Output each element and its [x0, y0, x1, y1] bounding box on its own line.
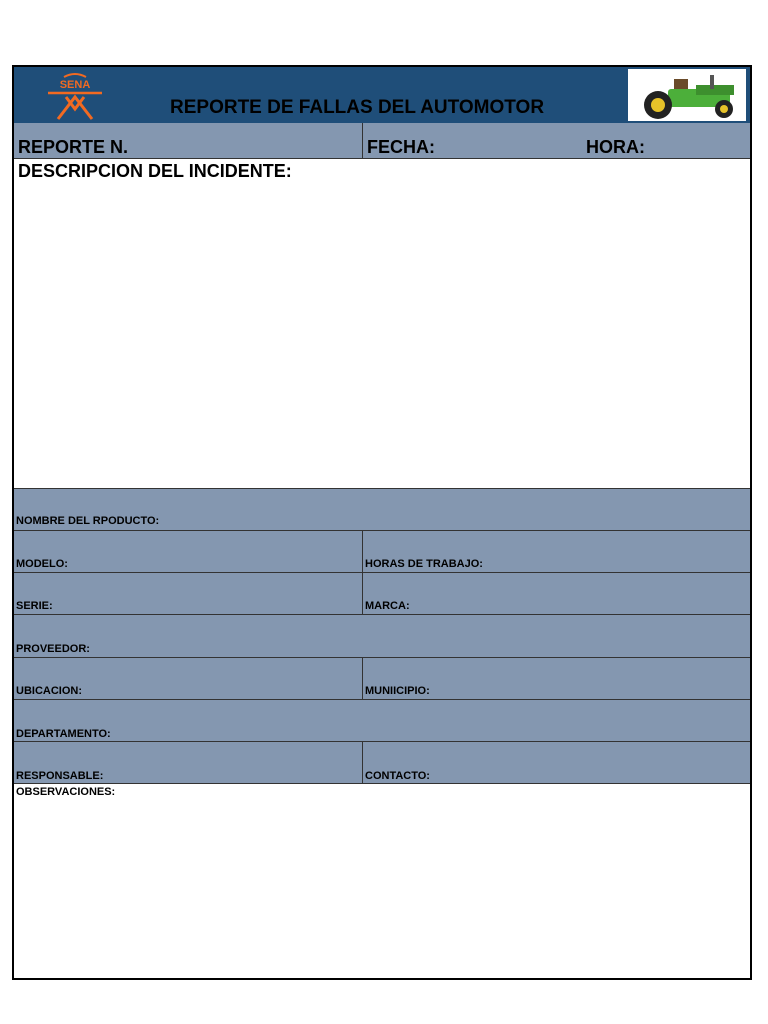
model-hours-row[interactable]	[14, 531, 750, 573]
responsible-contact-row[interactable]	[14, 742, 750, 784]
date-label: FECHA:	[367, 137, 435, 157]
supplier-row[interactable]	[14, 615, 750, 658]
department-row[interactable]	[14, 700, 750, 742]
municipality-label: MUNIICIPIO:	[365, 685, 430, 697]
supplier-label: PROVEEDOR:	[16, 643, 90, 655]
work-hours-label: HORAS DE TRABAJO:	[365, 558, 483, 570]
responsible-label: RESPONSABLE:	[16, 770, 104, 782]
sena-logo	[44, 71, 106, 121]
report-number-label: REPORTE N.	[18, 137, 129, 157]
product-name-row[interactable]	[14, 489, 750, 531]
contact-label: CONTACTO:	[365, 770, 430, 782]
serial-brand-row[interactable]	[14, 573, 750, 615]
observations-label: OBSERVACIONES:	[16, 786, 116, 798]
serial-label: SERIE:	[16, 600, 53, 612]
form-header	[14, 67, 750, 124]
incident-description-area[interactable]	[14, 159, 750, 489]
fault-report-form	[12, 65, 752, 980]
tractor-icon	[628, 69, 746, 121]
location-label: UBICACION:	[16, 685, 82, 697]
product-name-label: NOMBRE DEL RPODUCTO:	[16, 515, 160, 527]
column-divider	[362, 573, 363, 615]
model-label: MODELO:	[16, 558, 68, 570]
location-municipality-row[interactable]	[14, 658, 750, 700]
column-divider	[362, 531, 363, 573]
brand-label: MARCA:	[365, 600, 410, 612]
column-divider	[362, 123, 363, 159]
incident-description-label: DESCRIPCION DEL INCIDENTE:	[18, 161, 292, 181]
report-info-row	[14, 123, 750, 159]
form-title: REPORTE DE FALLAS DEL AUTOMOTOR	[170, 97, 545, 118]
logo-text: SENA	[59, 79, 91, 91]
time-label: HORA:	[586, 137, 645, 157]
column-divider	[362, 658, 363, 700]
department-label: DEPARTAMENTO:	[16, 728, 111, 740]
column-divider	[362, 742, 363, 784]
observations-area[interactable]	[14, 784, 750, 978]
